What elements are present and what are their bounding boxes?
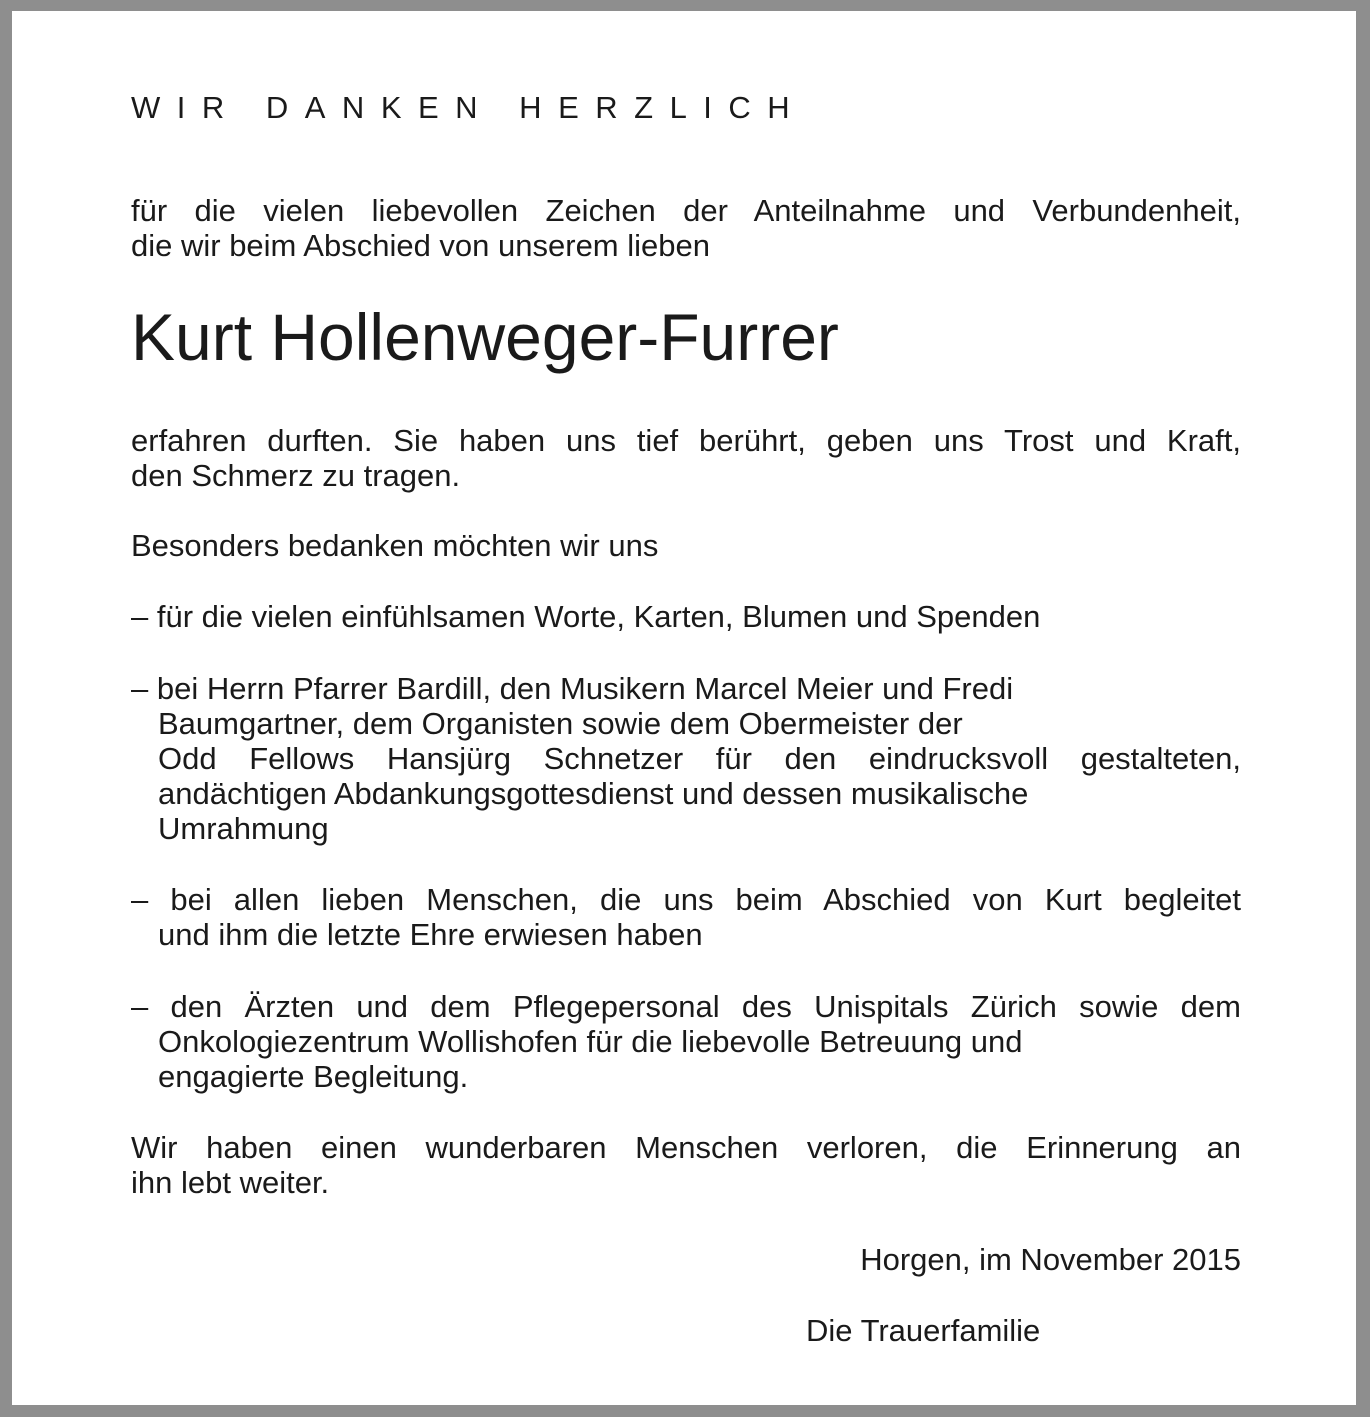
thanks-item-4-line-2: Onkologiezentrum Wollishofen für die liebevolle Betreuung und xyxy=(158,1024,1023,1059)
thanks-item-1-line-1: – für die vielen einfühlsamen Worte, Karten, Blumen und Spenden xyxy=(131,599,1041,634)
after-name-line-1: erfahren durften. Sie haben uns tief berührt, geben uns Trost und Kraft, xyxy=(131,423,1241,458)
thanks-item-3 xyxy=(131,882,1241,952)
closing-line-1: Wir haben einen wunderbaren Menschen verloren, die Erinnerung an xyxy=(131,1130,1241,1165)
thanks-item-1 xyxy=(131,599,1241,634)
thanks-item-4 xyxy=(131,989,1241,1094)
closing-line-2: ihn lebt weiter. xyxy=(131,1165,330,1200)
thanks-item-2-line-5: Umrahmung xyxy=(158,811,329,846)
place-date: Horgen, im November 2015 xyxy=(860,1242,1241,1277)
notice-heading: WIR DANKEN HERZLICH xyxy=(131,90,807,125)
intro-line-2: die wir beim Abschied von unserem lieben xyxy=(131,228,710,263)
after-name-line-2: den Schmerz zu tragen. xyxy=(131,458,461,493)
intro-paragraph xyxy=(131,193,1241,263)
thanks-item-2 xyxy=(131,671,1241,846)
thanks-item-2-line-4: andächtigen Abdankungsgottesdienst und dessen musikalische xyxy=(158,776,1029,811)
thanks-item-3-line-2: und ihm die letzte Ehre erwiesen haben xyxy=(158,917,703,952)
after-name-paragraph xyxy=(131,423,1241,493)
thanks-intro: Besonders bedanken möchten wir uns xyxy=(131,528,659,563)
deceased-name: Kurt Hollenweger-Furrer xyxy=(131,300,839,374)
closing-paragraph xyxy=(131,1130,1241,1200)
thanks-item-2-line-1: – bei Herrn Pfarrer Bardill, den Musikern Marcel Meier und Fredi xyxy=(131,671,1014,706)
thanks-item-2-line-3: Odd Fellows Hansjürg Schnetzer für den eindrucksvoll gestalteten, xyxy=(158,741,1241,776)
signature: Die Trauerfamilie xyxy=(806,1313,1041,1348)
thanks-item-2-line-2: Baumgartner, dem Organisten sowie dem Obermeister der xyxy=(158,706,963,741)
thanks-item-4-line-3: engagierte Begleitung. xyxy=(158,1059,469,1094)
thanks-item-3-line-1: – bei allen lieben Menschen, die uns beim Abschied von Kurt begleitet xyxy=(131,882,1241,917)
notice-sheet xyxy=(12,11,1356,1405)
thanks-item-4-line-1: – den Ärzten und dem Pflegepersonal des Unispitals Zürich sowie dem xyxy=(131,989,1241,1024)
intro-line-1: für die vielen liebevollen Zeichen der Anteilnahme und Verbundenheit, xyxy=(131,193,1241,228)
